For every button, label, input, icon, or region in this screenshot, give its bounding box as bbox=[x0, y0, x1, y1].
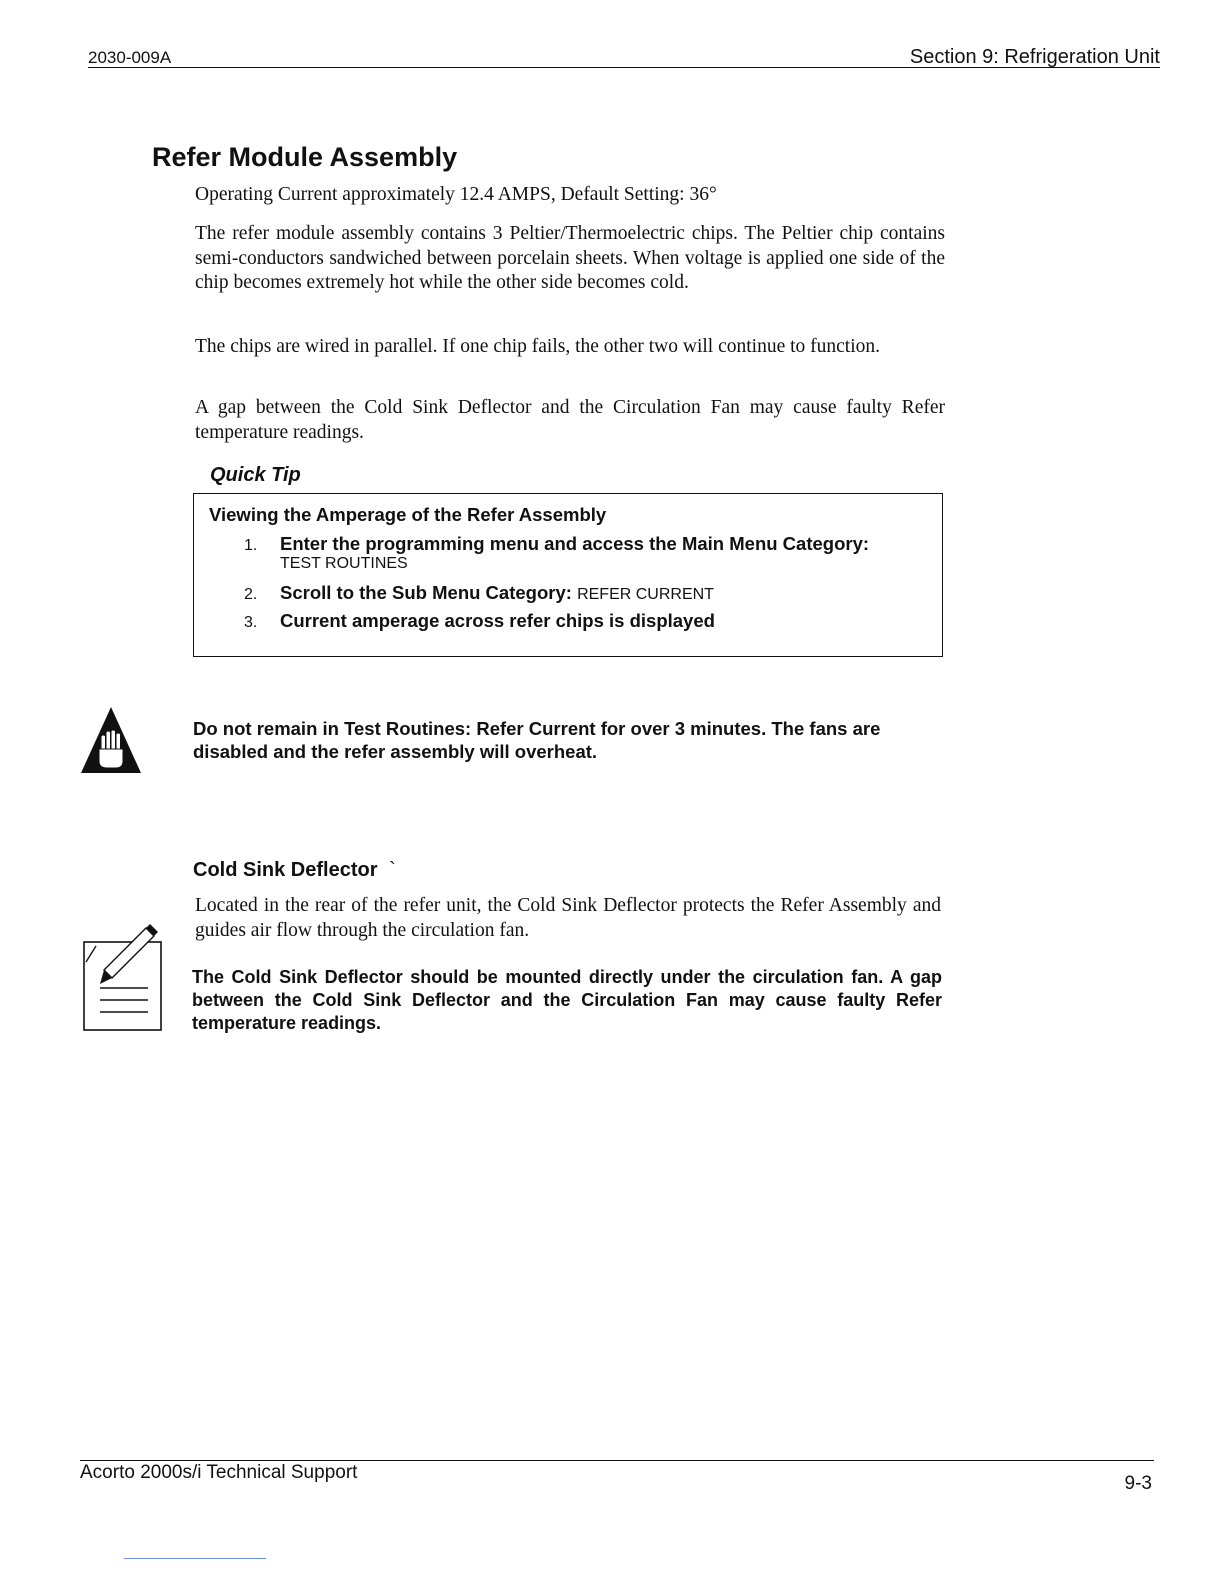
parallel-wiring-paragraph: The chips are wired in parallel. If one chip fails, the other two will continue to function. bbox=[195, 336, 880, 357]
cold-sink-title-text: Cold Sink Deflector bbox=[193, 859, 378, 881]
bottom-divider bbox=[124, 1558, 266, 1559]
cold-sink-description: Located in the rear of the refer unit, the Cold Sink Deflector protects the Refer Assembly and guides air flow through the circulation fan. bbox=[195, 895, 941, 941]
gap-warning-paragraph: A gap between the Cold Sink Deflector and the Circulation Fan may cause faulty Refer temperature readings. bbox=[195, 397, 945, 443]
stop-hand-warning-icon bbox=[80, 705, 142, 775]
header-rule bbox=[88, 67, 1160, 68]
step-number: 2. bbox=[244, 586, 258, 603]
warning-text: Do not remain in Test Routines: Refer Current for over 3 minutes. The fans are disabled and the refer assembly will overheat. bbox=[193, 718, 881, 762]
step-number: 3. bbox=[244, 614, 258, 631]
step-sub-text: TEST ROUTINES bbox=[280, 555, 408, 572]
quick-tip-step bbox=[244, 582, 714, 604]
stray-mark: ` bbox=[389, 859, 396, 881]
cold-sink-note: The Cold Sink Deflector should be mounted directly under the circulation fan. A gap between the Cold Sink Deflector and the Circulation Fan may cause faulty Refer temperature readings. bbox=[192, 967, 942, 1033]
step-text: Enter the programming menu and access the Main Menu Category: bbox=[280, 533, 870, 554]
footer-rule bbox=[80, 1460, 1154, 1461]
footer-title: Acorto 2000s/i Technical Support bbox=[80, 1462, 358, 1483]
cold-sink-title bbox=[193, 859, 396, 882]
quick-tip-box bbox=[193, 493, 943, 657]
quick-tip-step bbox=[244, 533, 869, 555]
step-text: Current amperage across refer chips is displayed bbox=[280, 610, 715, 631]
page-number: 9-3 bbox=[1124, 1473, 1152, 1494]
operating-current-paragraph: Operating Current approximately 12.4 AMPS, Default Setting: 36° bbox=[195, 184, 717, 205]
quick-tip-heading: Viewing the Amperage of the Refer Assembly bbox=[209, 504, 607, 525]
header-doc-id: 2030-009A bbox=[88, 48, 172, 67]
note-pencil-icon bbox=[82, 922, 164, 1034]
page-title: Refer Module Assembly bbox=[152, 142, 458, 172]
step-number: 1. bbox=[244, 537, 258, 554]
quick-tip-label: Quick Tip bbox=[210, 464, 301, 486]
step-text: Scroll to the Sub Menu Category: bbox=[280, 582, 572, 603]
quick-tip-step bbox=[244, 610, 715, 632]
header-section: Section 9: Refrigeration Unit bbox=[909, 46, 1160, 68]
peltier-description-paragraph: The refer module assembly contains 3 Peltier/Thermoelectric chips. The Peltier chip contains semi-conductors sandwiched between porcelain sheets. When voltage is applied one side of the chip becomes extremely hot while the other side becomes cold. bbox=[195, 223, 945, 293]
step-code: REFER CURRENT bbox=[577, 586, 714, 603]
